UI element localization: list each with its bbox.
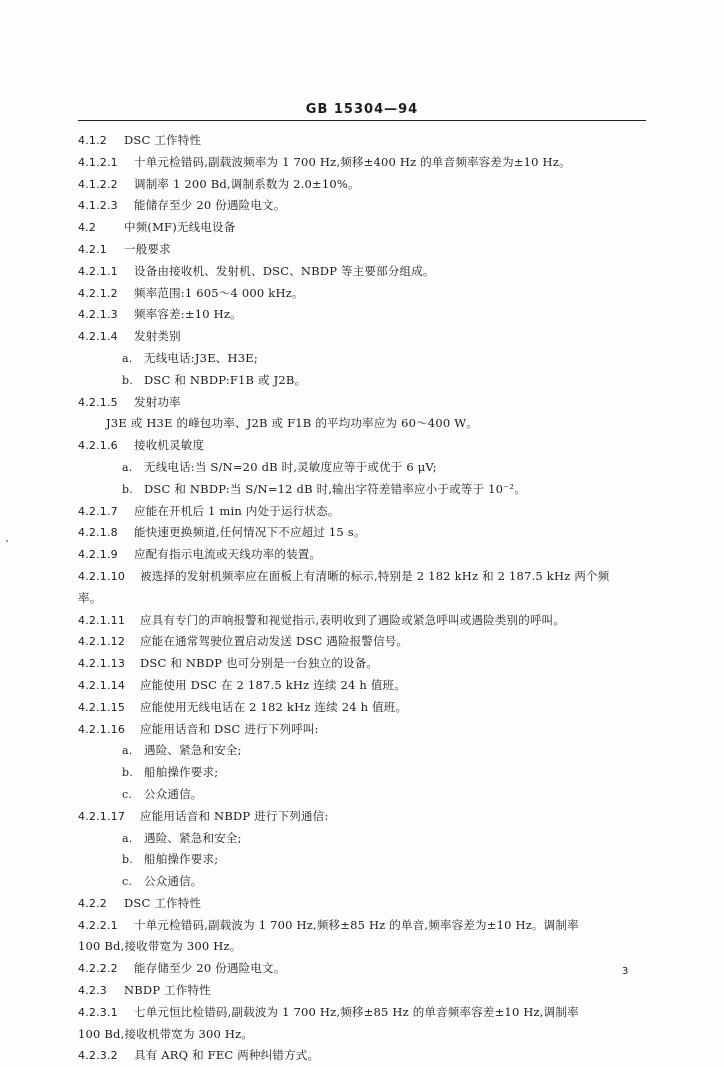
text-line (78, 697, 646, 719)
document-header-code: GB 15304—94 (305, 102, 419, 117)
clause-text: 应能使用无线电话在 2 182 kHz 连续 24 h 值班。 (140, 699, 408, 714)
text-line (78, 283, 646, 305)
document-body (78, 130, 646, 1067)
list-label: b. (122, 766, 133, 780)
clause-number: 4.1.2 (78, 134, 107, 147)
clause-text: J3E 或 H3E 的峰包功率、J2B 或 F1B 的平均功率应为 60～400 W。 (106, 416, 478, 431)
clause-number: 4.2.1.13 (78, 657, 126, 671)
text-line (78, 915, 646, 937)
clause-number: 4.2.3.1 (78, 1005, 118, 1019)
clause-number: 4.2.1.2 (78, 286, 118, 300)
clause-text: 船舶操作要求; (144, 765, 219, 780)
clause-number: 4.2.1.8 (78, 526, 118, 540)
clause-text: 一般要求 (124, 241, 171, 256)
clause-number: 4.2.3 (78, 984, 107, 998)
clause-text: 应能在通常驾驶位置启动发送 DSC 遇险报警信号。 (140, 634, 409, 649)
text-line (78, 501, 646, 523)
clause-text: 公众通信。 (144, 874, 203, 889)
clause-number: 4.2.1.16 (78, 722, 126, 736)
text-line (78, 610, 646, 632)
text-line (78, 413, 646, 435)
clause-text: 应能使用 DSC 在 2 187.5 kHz 连续 24 h 值班。 (140, 677, 406, 692)
clause-number: 4.2.1 (78, 242, 107, 256)
text-line (78, 152, 646, 174)
clause-text: 频率范围:1 605～4 000 kHz。 (134, 285, 304, 300)
list-label: a. (122, 744, 133, 758)
text-line (78, 261, 646, 283)
clause-text: 能快速更换频道,任何情况下不应超过 15 s。 (134, 525, 366, 540)
clause-number: 4.2.1.3 (78, 308, 118, 322)
text-line (78, 631, 646, 653)
clause-number: 4.2.1.5 (78, 395, 118, 409)
text-line (78, 675, 646, 697)
text-line (78, 1024, 646, 1046)
clause-number: 4.2.1.4 (78, 330, 118, 344)
text-line (78, 762, 646, 784)
clause-text: 船舶操作要求; (144, 852, 219, 867)
clause-number: 4.1.2.2 (78, 177, 118, 191)
clause-number: 4.1.2.1 (78, 155, 118, 169)
text-line (78, 522, 646, 544)
clause-text: 中频(MF)无线电设备 (124, 220, 236, 235)
clause-number: 4.2.1.1 (78, 264, 118, 278)
clause-number: 4.1.2.3 (78, 199, 118, 213)
list-label: b. (122, 482, 133, 496)
text-line (78, 479, 646, 501)
text-line (78, 828, 646, 850)
clause-number: 4.2.1.11 (78, 613, 126, 627)
text-line (78, 326, 646, 348)
clause-text: 十单元检错码,副载波频率为 1 700 Hz,频移±400 Hz 的单音频率容差为±10 Hz。 (134, 154, 571, 169)
text-line (78, 740, 646, 762)
header-rule (78, 120, 646, 121)
text-line (78, 392, 646, 414)
clause-number: 4.2.2.1 (78, 918, 118, 932)
clause-number: 4.2.1.15 (78, 700, 126, 714)
text-line (78, 435, 646, 457)
text-line (78, 893, 646, 915)
clause-text: 被选择的发射机频率应在面板上有清晰的标示,特别是 2 182 kHz 和 2 187.5 kHz 两个频 (140, 568, 610, 583)
clause-text: 100 Bd,接收机带宽为 300 Hz。 (78, 1026, 254, 1041)
text-line (78, 457, 646, 479)
text-line (78, 195, 646, 217)
clause-text: 率。 (78, 590, 102, 605)
clause-text: 应配有指示电流或天线功率的装置。 (134, 547, 322, 562)
text-line (78, 806, 646, 828)
clause-number: 4.2.1.14 (78, 678, 126, 692)
clause-text: DSC 工作特性 (124, 895, 202, 910)
clause-text: 公众通信。 (144, 786, 203, 801)
list-label: b. (122, 373, 133, 387)
clause-text: 设备由接收机、发射机、DSC、NBDP 等主要部分组成。 (134, 263, 435, 278)
list-label: a. (122, 351, 133, 365)
clause-number: 4.2.2 (78, 896, 107, 910)
clause-number: 4.2 (78, 221, 97, 235)
text-line (78, 304, 646, 326)
clause-text: 100 Bd,接收带宽为 300 Hz。 (78, 939, 242, 954)
text-line (78, 348, 646, 370)
clause-text: 具有 ARQ 和 FEC 两种纠错方式。 (134, 1048, 320, 1063)
clause-number: 4.2.1.12 (78, 635, 126, 649)
clause-text: 无线电话:当 S/N=20 dB 时,灵敏度应等于或优于 6 μV; (144, 459, 437, 474)
text-line (78, 1045, 646, 1067)
clause-text: 发射类别 (134, 329, 181, 344)
text-line (78, 544, 646, 566)
clause-text: 能存储至少 20 份遇险电文。 (134, 961, 286, 976)
clause-number: 4.2.3.2 (78, 1049, 118, 1063)
clause-text: NBDP 工作特性 (124, 983, 211, 998)
text-line (78, 936, 646, 958)
text-line (78, 653, 646, 675)
text-line (78, 871, 646, 893)
clause-text: 应能用话音和 DSC 进行下列呼叫: (140, 721, 319, 736)
list-label: a. (122, 460, 133, 474)
clause-text: DSC 和 NBDP 也可分别是一台独立的设备。 (140, 656, 379, 671)
clause-text: DSC 和 NBDP:F1B 或 J2B。 (144, 372, 307, 387)
scan-speck (6, 540, 8, 542)
text-line (78, 784, 646, 806)
clause-text: 应具有专门的声响报警和视觉指示,表明收到了遇险或紧急呼叫或遇险类别的呼叫。 (140, 612, 566, 627)
clause-number: 4.2.1.9 (78, 548, 118, 562)
text-line (78, 174, 646, 196)
clause-text: 频率容差:±10 Hz。 (134, 307, 242, 322)
clause-text: 接收机灵敏度 (134, 438, 205, 453)
clause-text: 十单元检错码,副载波为 1 700 Hz,频移±85 Hz 的单音,频率容差为±10 Hz。调制率 (134, 917, 579, 932)
clause-text: 发射功率 (134, 394, 181, 409)
text-line (78, 239, 646, 261)
page-number: 3 (622, 966, 629, 977)
clause-text: DSC 和 NBDP:当 S/N=12 dB 时,输出字符差错率应小于或等于 10⁻²。 (144, 481, 526, 496)
text-line (78, 588, 646, 610)
list-label: a. (122, 831, 133, 845)
text-line (78, 1002, 646, 1024)
clause-text: 应能在开机后 1 min 内处于运行状态。 (134, 503, 340, 518)
clause-text: 能储存至少 20 份遇险电文。 (134, 198, 286, 213)
clause-number: 4.2.1.7 (78, 504, 118, 518)
text-line (78, 958, 646, 980)
list-label: b. (122, 853, 133, 867)
clause-number: 4.2.1.10 (78, 569, 126, 583)
text-line (78, 130, 646, 152)
clause-number: 4.2.1.17 (78, 809, 126, 823)
clause-text: 遇险、紧急和安全; (144, 743, 242, 758)
text-line (78, 566, 646, 588)
list-label: c. (122, 875, 133, 889)
clause-number: 4.2.1.6 (78, 439, 118, 453)
clause-text: 遇险、紧急和安全; (144, 830, 242, 845)
text-line (78, 980, 646, 1002)
text-line (78, 370, 646, 392)
clause-text: 七单元恒比检错码,副载波为 1 700 Hz,频移±85 Hz 的单音频率容差±10 Hz,调制率 (134, 1004, 579, 1019)
clause-number: 4.2.2.2 (78, 962, 118, 976)
text-line (78, 849, 646, 871)
list-label: c. (122, 787, 133, 801)
text-line (78, 217, 646, 239)
clause-text: 应能用话音和 NBDP 进行下列通信: (140, 808, 329, 823)
clause-text: DSC 工作特性 (124, 133, 202, 147)
text-line (78, 719, 646, 741)
clause-text: 调制率 1 200 Bd,调制系数为 2.0±10%。 (134, 176, 360, 191)
clause-text: 无线电话:J3E、H3E; (144, 350, 258, 365)
